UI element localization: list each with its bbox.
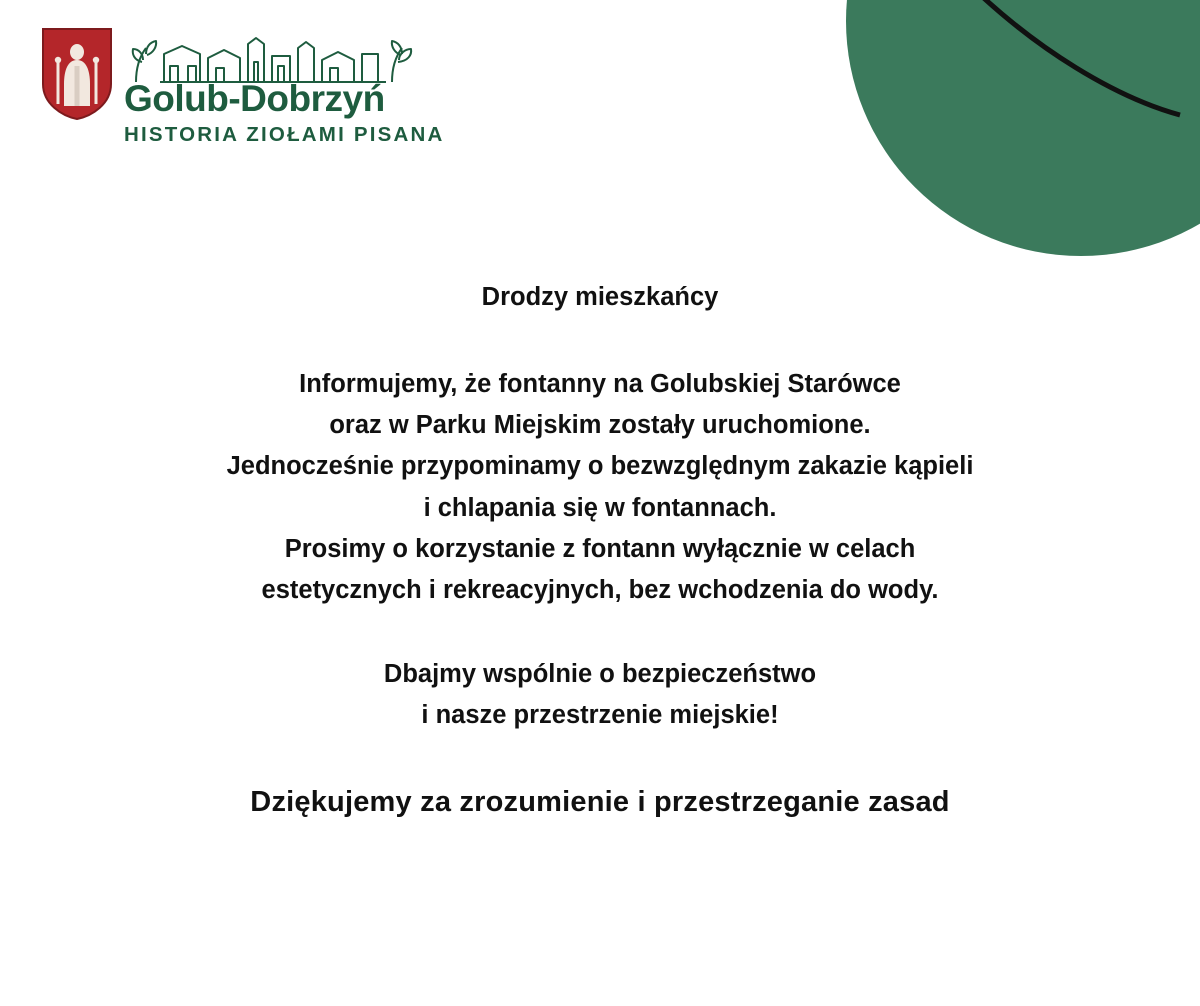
announcement-paragraph bbox=[0, 364, 1200, 612]
brand-tagline: HISTORIA ZIOŁAMI PISANA bbox=[124, 122, 445, 146]
spacer bbox=[0, 736, 1200, 784]
paragraph-line: estetycznych i rekreacyjnych, bez wchodzenia do wody. bbox=[261, 576, 939, 605]
appeal-line: i nasze przestrzenie miejskie! bbox=[421, 700, 779, 729]
green-circle-shape bbox=[846, 0, 1200, 256]
paragraph-line: Informujemy, że fontanny na Golubskiej Starówce bbox=[299, 369, 901, 398]
salutation: Drodzy mieszkańcy bbox=[481, 283, 719, 311]
appeal-line: Dbajmy wspólnie o bezpieczeństwo bbox=[383, 659, 817, 688]
spacer bbox=[0, 612, 1200, 654]
paragraph-line: oraz w Parku Miejskim zostały uruchomione. bbox=[329, 411, 871, 440]
paragraph-line: Jednocześnie przypominamy o bezwzględnym zakazie kąpieli bbox=[226, 452, 974, 481]
brand-name: Golub-Dobrzyń bbox=[124, 78, 385, 119]
paragraph-line: Prosimy o korzystanie z fontann wyłącznie w celach bbox=[284, 535, 916, 564]
closing-line: Dziękujemy za zrozumienie i przestrzeganie zasad bbox=[250, 786, 950, 819]
brand-lockup bbox=[40, 26, 445, 147]
paragraph-line: i chlapania się w fontannach. bbox=[423, 493, 777, 522]
coat-of-arms-icon bbox=[40, 26, 114, 122]
appeal-paragraph bbox=[0, 654, 1200, 737]
town-skyline-icon bbox=[124, 32, 424, 84]
announcement-body bbox=[0, 282, 1200, 822]
spacer bbox=[0, 314, 1200, 364]
